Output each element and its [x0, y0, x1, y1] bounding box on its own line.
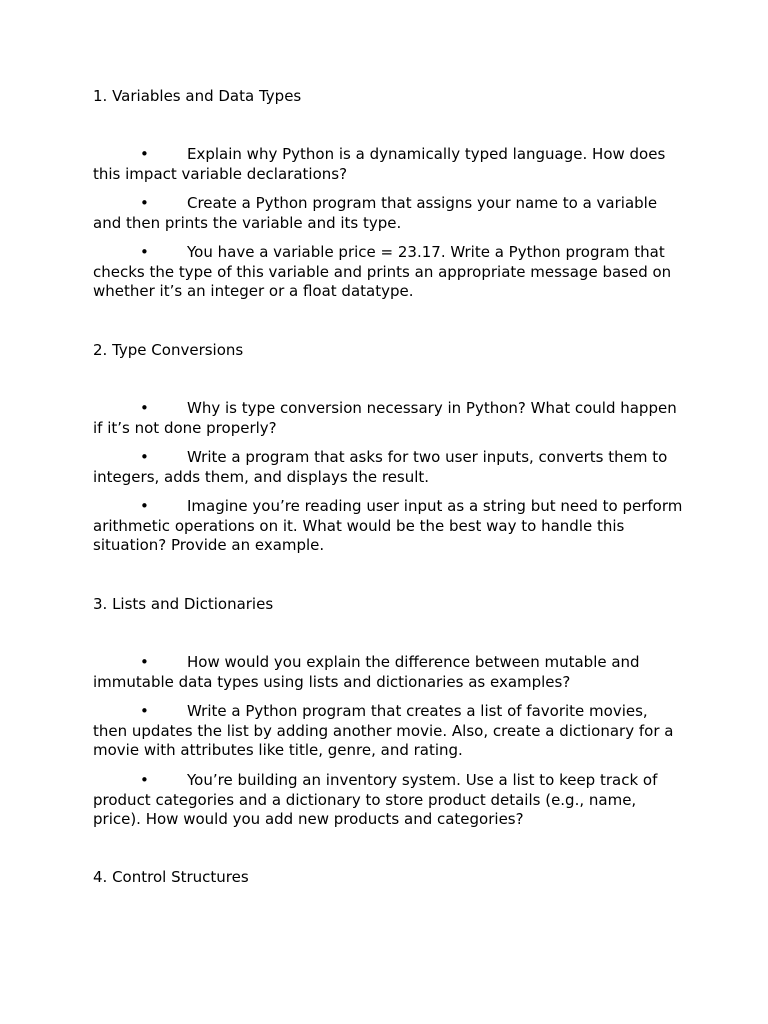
list-item-text: Write a Python program that creates a list of favorite movies, then updates the list by adding another movie. Also, create a dictionary for a movie with attributes like title, genre, and rating.: [93, 702, 674, 760]
section-heading: 1. Variables and Data Types: [93, 87, 302, 105]
section-heading: 2. Type Conversions: [93, 341, 244, 359]
list-item: [93, 702, 683, 761]
bullet-icon: •: [140, 448, 149, 466]
list-item: [93, 653, 683, 692]
bullet-icon: •: [140, 145, 149, 163]
list-item-text: Create a Python program that assigns your name to a variable and then prints the variable and its type.: [93, 194, 658, 232]
bullet-icon: •: [140, 653, 149, 671]
bullet-icon: •: [140, 194, 149, 212]
list-item: [93, 771, 683, 830]
list-item-text: Why is type conversion necessary in Python? What could happen if it’s not done properly?: [93, 399, 677, 437]
list-item: [93, 399, 683, 438]
bullet-icon: •: [140, 399, 149, 417]
list-item-text: You’re building an inventory system. Use a list to keep track of product categories and a dictionary to store product details (e.g., name, price). How would you add new products and categories?: [93, 771, 658, 829]
list-item: [93, 145, 683, 184]
list-item: [93, 194, 683, 233]
list-item-text: You have a variable price = 23.17. Write a Python program that checks the type of this variable and prints an appropriate message based on whether it’s an integer or a float datatype.: [93, 243, 672, 301]
list-item: [93, 497, 683, 556]
list-item: [93, 448, 683, 487]
list-item-text: Write a program that asks for two user inputs, converts them to integers, adds them, and displays the result.: [93, 448, 668, 486]
list-item-text: Imagine you’re reading user input as a string but need to perform arithmetic operations on it. What would be the best way to handle this situation? Provide an example.: [93, 497, 683, 555]
bullet-icon: •: [140, 243, 149, 261]
bullet-icon: •: [140, 497, 149, 515]
list-item-text: Explain why Python is a dynamically typed language. How does this impact variable declarations?: [93, 145, 666, 183]
bullet-icon: •: [140, 771, 149, 789]
list-item: [93, 243, 683, 302]
section-heading: 3. Lists and Dictionaries: [93, 595, 274, 613]
list-item-text: How would you explain the difference between mutable and immutable data types using lists and dictionaries as examples?: [93, 653, 640, 691]
bullet-icon: •: [140, 702, 149, 720]
section-heading: 4. Control Structures: [93, 868, 249, 886]
